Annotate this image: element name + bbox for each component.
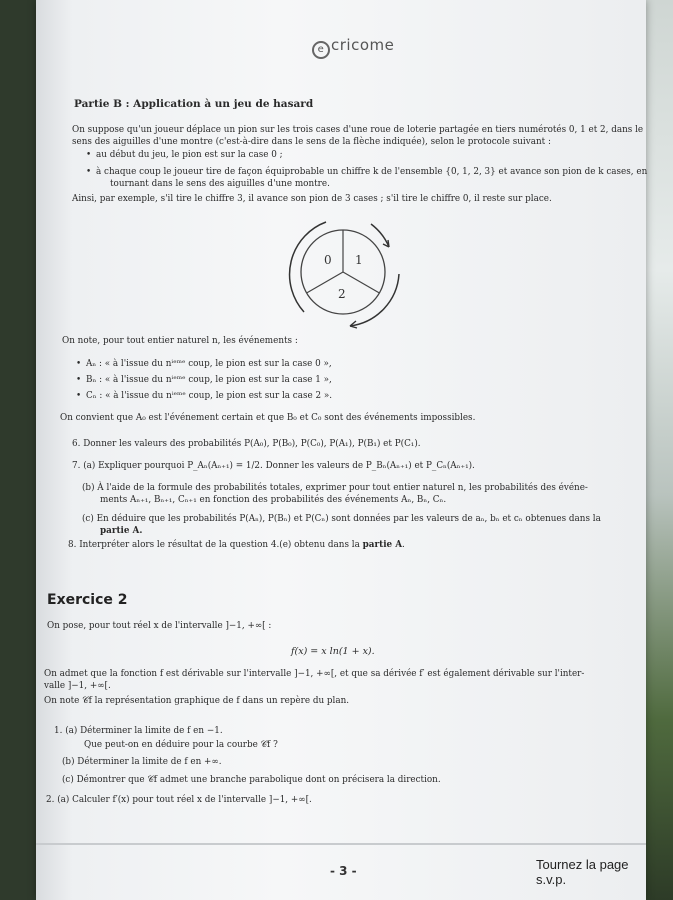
logo-mark: e: [312, 41, 330, 59]
admission-line2: valle ]−1, +∞[.: [44, 681, 111, 691]
protocol-bullet-1: • au début du jeu, le pion est sur la case 0 ;: [96, 149, 283, 161]
turn-page-note: Tournez la page s.v.p.: [536, 857, 629, 887]
ecricome-logo: [312, 36, 394, 59]
question-8-end: .: [402, 540, 405, 550]
admission-line1: On admet que la fonction f est dérivable sur l'intervalle ]−1, +∞[, et que sa dérivée f′ est également dérivable sur l'inter-: [44, 669, 585, 679]
question-1c: (c) Démontrer que 𝒞f admet une branche parabolique dont on précisera la direction.: [62, 775, 441, 785]
partB-intro-line2: sens des aiguilles d'une montre (c'est-à-dire dans le sens de la flèche indiquée), selon le protocole suivant :: [72, 137, 551, 147]
question-7a: 7. (a) Expliquer pourquoi P_Aₙ(Aₙ₊₁) = 1/2. Donner les valeurs de P_Bₙ(Aₙ₊₁) et P_Cₙ(Aₙ₊₁).: [72, 461, 475, 471]
exercise-2-intro: On pose, pour tout réel x de l'intervalle ]−1, +∞[ :: [47, 621, 272, 631]
question-1a-sub: Que peut-on en déduire pour la courbe 𝒞f ?: [84, 740, 278, 750]
question-7b-line1: (b) À l'aide de la formule des probabilités totales, exprimer pour tout entier naturel n, les probabilités des événe-: [82, 483, 588, 493]
exercise-2-title: Exercice 2: [47, 592, 128, 608]
example-text: Ainsi, par exemple, s'il tire le chiffre 3, il avance son pion de 3 cases ; s'il tire le chiffre 0, il reste sur place.: [72, 194, 552, 204]
exam-page: [36, 0, 646, 900]
logo-text: cricome: [331, 36, 395, 54]
footer-divider: [36, 843, 646, 845]
protocol-bullet-2b: tournant dans le sens des aiguilles d'une montre.: [110, 179, 330, 189]
question-1b: (b) Déterminer la limite de f en +∞.: [62, 757, 222, 767]
question-2a: 2. (a) Calculer f′(x) pour tout réel x de l'intervalle ]−1, +∞[.: [46, 795, 312, 805]
question-8: [68, 539, 405, 551]
question-7c-line2: partie A.: [100, 526, 143, 536]
partB-intro-line1: On suppose qu'un joueur déplace un pion sur les trois cases d'une roue de loterie partagée en tiers numérotés 0, 1 et 2, dans le: [72, 125, 644, 135]
question-1a: 1. (a) Déterminer la limite de f en −1.: [54, 726, 223, 736]
question-7b-line2: ments Aₙ₊₁, Bₙ₊₁, Cₙ₊₁ en fonction des probabilités des événements Aₙ, Bₙ, Cₙ.: [100, 495, 447, 505]
wheel-label-2: 2: [338, 287, 346, 301]
question-7c-line1: (c) En déduire que les probabilités P(Aₙ), P(Bₙ) et P(Cₙ) sont données par les valeurs de aₙ, bₙ et cₙ obtenues dans la: [82, 514, 601, 524]
curve-note: On note 𝒞f la représentation graphique de f dans un repère du plan.: [44, 696, 350, 706]
function-formula: f(x) = x ln(1 + x).: [291, 646, 375, 657]
wheel-label-0: 0: [324, 253, 332, 267]
loterie-wheel-diagram: [276, 214, 406, 332]
wheel-label-1: 1: [355, 253, 363, 267]
event-A: • Aₙ : « à l'issue du nⁱᵉᵐᵉ coup, le pion est sur la case 0 »,: [86, 358, 332, 370]
partB-title: Partie B : Application à un jeu de hasard: [74, 98, 314, 110]
background-foliage: [643, 0, 673, 900]
event-C: • Cₙ : « à l'issue du nⁱᵉᵐᵉ coup, le pion est sur la case 2 ».: [86, 390, 332, 402]
question-6: 6. Donner les valeurs des probabilités P(A₀), P(B₀), P(C₀), P(A₁), P(B₁) et P(C₁).: [72, 439, 421, 449]
convention-text: On convient que A₀ est l'événement certain et que B₀ et C₀ sont des événements impossibles.: [60, 413, 476, 423]
events-intro: On note, pour tout entier naturel n, les événements :: [62, 336, 298, 346]
protocol-bullet-2a: • à chaque coup le joueur tire de façon équiprobable un chiffre k de l'ensemble {0, 1, 2, 3} et avance son pion de k cases, en: [96, 166, 647, 178]
question-8-ref: partie A: [362, 540, 403, 550]
page-number: - 3 -: [330, 864, 357, 878]
question-8-text: 8. Interpréter alors le résultat de la question 4.(e) obtenu dans la: [68, 540, 363, 550]
event-B: • Bₙ : « à l'issue du nⁱᵉᵐᵉ coup, le pion est sur la case 1 »,: [86, 374, 332, 386]
